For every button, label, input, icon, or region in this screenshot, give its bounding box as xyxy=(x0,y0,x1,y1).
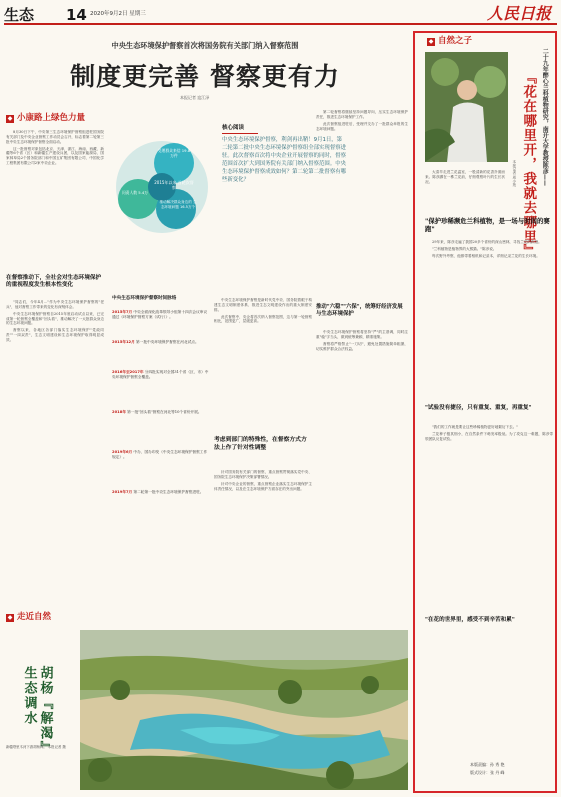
issue-date: 2020年9月2日 星期三 xyxy=(90,11,146,17)
timeline-date: 2019年7月 xyxy=(112,490,133,494)
section-label: 生态 xyxy=(4,6,35,24)
newspaper-masthead: 人民日报 xyxy=(486,4,551,23)
section-heading-b-label: 走近自然 xyxy=(17,612,52,622)
paragraph: "我们的工作就是要让这些珍稀植物更好地繁衍下去。" xyxy=(432,425,518,429)
right-column-text-2 xyxy=(425,425,553,610)
paragraph: 督察将严格禁止"一刀切"，避免处置措施简单粗暴，切实维护群众合法权益。 xyxy=(316,341,408,351)
timeline-text: 中央全面深化改革领导小组第十四次会议审议通过《环境保护督察方案（试行）》。 xyxy=(112,310,208,319)
stat-letters: 受理群众来信 19.8万件 xyxy=(157,148,191,159)
right-subheading-2: "试验没有捷径，只有重复、重复，再重复" xyxy=(425,405,532,411)
lead-byline: 本报记者 寇江泽 xyxy=(180,95,210,100)
paragraph: "兰科植物是植物界的大熊猫。"陈彦说。 xyxy=(432,246,497,251)
paragraph: 兰花种子极其细小，在自然条件下萌发率极低。为了攻克这一难题，陈彦带领团队反复试验。 xyxy=(425,431,553,441)
article-column-3 xyxy=(214,298,312,428)
timeline-text: 第二轮第一批中央生态环境保护督察进驻。 xyxy=(133,490,204,494)
caption-text: 新疆塔里木河下游胡杨林。 xyxy=(6,745,47,749)
timeline-date: 2015年12月 xyxy=(112,340,135,344)
article-column-4b xyxy=(316,330,408,610)
lead-kicker: 中央生态环境保护督察首次将国务院有关部门纳入督察范围 xyxy=(111,41,299,50)
feature-title-1: 胡杨『解渴』 xyxy=(37,666,53,756)
timeline-date: 2015年7月 xyxy=(112,310,133,314)
feature-title-2: 生态调水 xyxy=(21,666,37,726)
scientist-portrait-photo xyxy=(425,52,508,162)
right-subheading-1: "保护珍稀濒危兰科植物，是一场与时间的赛跑" xyxy=(425,217,550,234)
section-marker-icon: ◆ xyxy=(7,613,13,621)
paragraph: 每次野外考察，他都带着相机和记录本，详细记录兰花的生长环境。 xyxy=(432,253,540,258)
col4-subheading: 推动"六稳""六保"，统筹好经济发展与生态环境保护 xyxy=(316,304,403,318)
article-column-3b xyxy=(214,470,312,610)
infographic-center-label: 2015年以来 首轮次督察 xyxy=(154,180,194,191)
caption-credit: 本报记者 摄 xyxy=(47,745,66,749)
page-number: 14 xyxy=(66,6,87,24)
timeline-item xyxy=(112,340,210,345)
designer-credit: 版式设计：张 丹 峰 xyxy=(470,770,505,775)
paragraph: 此次督察组进驻后，受理并交办了一批群众举报的生态环境问题。 xyxy=(316,121,408,131)
paragraph: 29年来，陈彦走遍了我国20多个省份的深山密林，寻找兰花的踪迹。 xyxy=(432,240,542,244)
paragraph: 中央生态环境保护督察自2015年底启动试点以来，已完成第一轮督察全覆盖和"回头看"，推动解决了一大批群众身边的生态环境问题。 xyxy=(6,311,104,326)
core-reading-title: 核心阅读 xyxy=(222,125,258,134)
paragraph: 这一批督察对象包括北京、天津、浙江、海南、西藏、新疆等6个省（区）和新疆生产建设兵团，以及国家能源局、国家林草局2个国务院部门和中国五矿集团有限公司、中国化学工程集团有限公司2家中央企业。 xyxy=(6,146,104,166)
section-heading-c-label: 自然之子 xyxy=(438,36,473,46)
section-marker-icon: ◆ xyxy=(7,114,13,122)
timeline-item xyxy=(112,410,210,415)
right-intro xyxy=(425,170,505,220)
timeline-date: 2016年至2017年 xyxy=(112,370,144,374)
col1-subheading: 在督察推动下，全社会对生态环境保护的重视程度发生根本性变化 xyxy=(6,275,102,289)
paragraph: 针对中央企业的督察，重点督察企业落实生态环境保护主体责任情况，以及在生态环境保护方面存在的突出问题。 xyxy=(214,481,312,491)
timeline-item xyxy=(112,370,210,380)
timeline-date: 2019年6月 xyxy=(112,450,133,454)
timeline-title: 中央生态环境保护督察时间脉络 xyxy=(112,296,177,301)
lead-headline: 制度更完善 督察更有力 xyxy=(70,62,340,91)
paragraph: "同志们，今年4月..."作为中央生态环境保护督察的"老兵"，他对督察工作带来的变化有深刻体会。 xyxy=(6,300,104,309)
paragraph: 此次督察中，央企将首次纳入督察范围，这与第一轮督察相比，范围更广，层级更高。 xyxy=(214,314,312,324)
right-subheading-3: "在花的世界里，感受不到辛苦和累" xyxy=(425,617,515,623)
page-header xyxy=(4,3,557,25)
right-column-text-1 xyxy=(425,240,553,400)
paragraph: 中央生态环境保护督察是新时代党中央、国务院着眼于构建生态文明制度体系、推进生态文明建设作出的重大制度安排。 xyxy=(214,298,312,312)
timeline-text: 中办、国办印发《中央生态环境保护督察工作规定》。 xyxy=(112,450,208,459)
stat-accountability: 问责人数 5.4万 xyxy=(121,190,149,195)
paragraph: 8月30日下午，中央第三生态环境保护督察组进驻国务院有关部门及中央企业督察工作动员会召开，标志着第二轮第三批中央生态环境保护督察全面启动。 xyxy=(6,130,104,144)
timeline-item xyxy=(112,450,210,460)
paragraph: 针对国务院有关部门的督察，重点督察贯彻落实党中央、国务院生态环境保护决策部署情况。 xyxy=(214,470,312,479)
paragraph: 第二轮督察将继续坚持问题导向，压实生态环境保护责任，推进生态环境保护工作。 xyxy=(316,110,408,119)
feature-caption xyxy=(6,745,76,750)
timeline-date: 2018年 xyxy=(112,410,126,414)
river-forest-photo xyxy=(80,630,408,790)
timeline-text: 第一批中央环境保护督察在河北试点。 xyxy=(135,340,199,344)
feature-headline: 『花在哪里开，我就去哪里』 xyxy=(520,70,537,259)
editor-credit: 本版责编：孙 秀 艳 xyxy=(470,762,505,767)
paragraph: 中央生态环境保护督察将坚持"严"的主基调，同时注重"稳"字当头，做到统筹兼顾、精准施策。 xyxy=(316,330,408,339)
feature-byline: 本报记者 周小苑 xyxy=(512,160,517,187)
stat-resolved: 推动解决群众身边的 生态环境问题 16.5万个 xyxy=(159,200,197,209)
timeline-text: 分四批实现对全国31个省（区、市）中央环境保护督察全覆盖。 xyxy=(112,370,209,379)
paragraph: 督察以来，各地区各部门落实生态环境保护"党政同责""一岗双责"，生态文明建设和生态环境保护取得明显成效。 xyxy=(6,328,104,342)
article-column-4 xyxy=(316,110,408,300)
section-heading-a-label: 小康路上绿色力量 xyxy=(17,113,86,123)
timeline-text: 第一批"回头看"督察在河北等10个省份开展。 xyxy=(127,410,202,414)
section-heading-b xyxy=(6,612,51,623)
col3-subheading: 考虑到部门的特殊性，在督察方式方法上作了针对性调整 xyxy=(214,437,307,451)
paragraph: 大清早走进兰花温室，一股清新的花香扑面而来。陈彦蹲在一株兰花前，仔细观察叶片的生长状况。 xyxy=(425,170,505,184)
section-marker-icon: ◆ xyxy=(428,37,434,45)
article-column-1b xyxy=(6,300,104,600)
section-heading-c xyxy=(427,36,472,47)
timeline-item xyxy=(112,310,210,320)
timeline-item xyxy=(112,490,210,495)
core-reading-text: 中央生态环境保护督察，利剑再出鞘！9月1日，第二轮第二批中央生态环境保护督察组全部实现督察进驻。此次督察首次将中央企业开展督察的同时，督察范围首次扩大到国务院有关部门纳入督察范围。中央生态环境保护督察成效如何？第二轮第二批督察有哪些新变化？ xyxy=(222,137,346,183)
section-heading-a xyxy=(6,113,85,124)
feature-kicker: 二十九年醉心兰科植物研究，南开大学教授陈彦—— xyxy=(541,48,549,186)
